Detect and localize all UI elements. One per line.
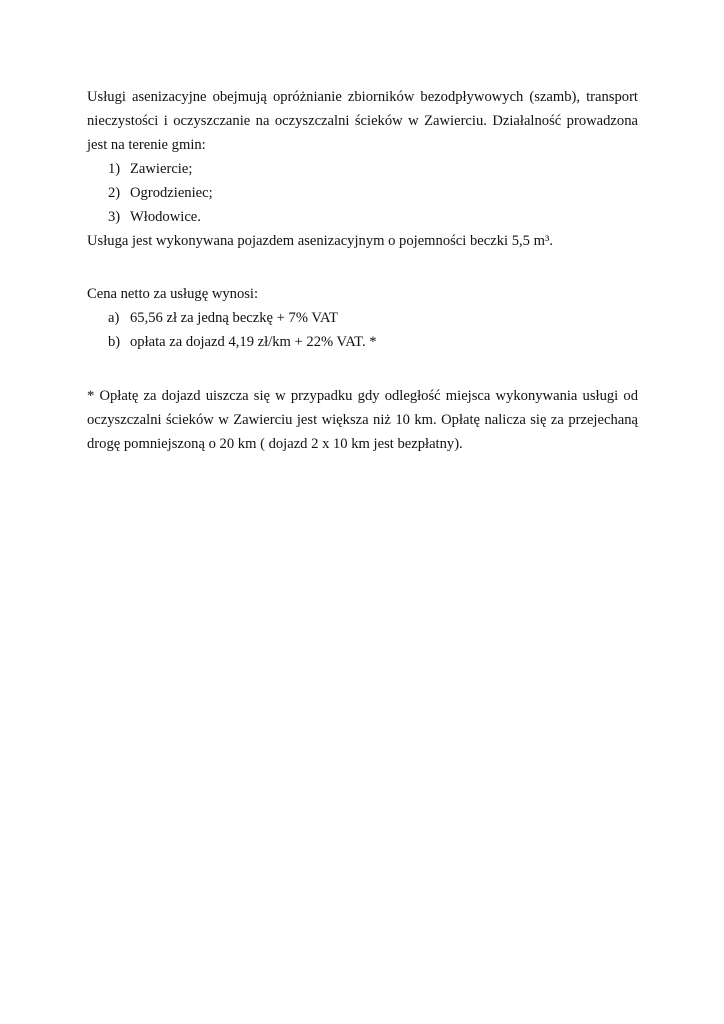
list-marker: 3) <box>108 209 121 225</box>
municipality-name: Włodowice. <box>130 209 201 225</box>
list-marker: 1) <box>108 161 121 177</box>
intro-line-2: nieczystości i oczyszczanie na oczyszczalni ścieków w Zawierciu. Działalność prowadzona <box>87 113 638 129</box>
footnote-line-1: * Opłatę za dojazd uiszcza się w przypadku gdy odległość miejsca wykonywania usługi od <box>87 388 638 404</box>
price-text: opłata za dojazd 4,19 zł/km + 22% VAT. * <box>130 334 377 350</box>
pricing-heading: Cena netto za usługę wynosi: <box>87 286 259 302</box>
intro-line-1: Usługi asenizacyjne obejmują opróżnianie zbiorników bezodpływowych (szamb), transport <box>87 89 638 105</box>
list-marker: 2) <box>108 185 121 201</box>
price-text: 65,56 zł za jedną beczkę + 7% VAT <box>130 310 338 326</box>
municipality-name: Ogrodzieniec; <box>130 185 213 201</box>
intro-line-3: jest na terenie gmin: <box>87 137 206 153</box>
municipality-name: Zawiercie; <box>130 161 193 177</box>
list-marker: b) <box>108 334 121 350</box>
list-marker: a) <box>108 310 120 326</box>
footnote-line-2: oczyszczalni ścieków w Zawierciu jest większa niż 10 km. Opłatę nalicza się za przejechaną <box>87 412 638 428</box>
footnote-line-3: drogę pomniejszoną o 20 km ( dojazd 2 x 10 km jest bezpłatny). <box>87 436 463 452</box>
vehicle-note: Usługa jest wykonywana pojazdem asenizacyjnym o pojemności beczki 5,5 m³. <box>87 233 553 249</box>
